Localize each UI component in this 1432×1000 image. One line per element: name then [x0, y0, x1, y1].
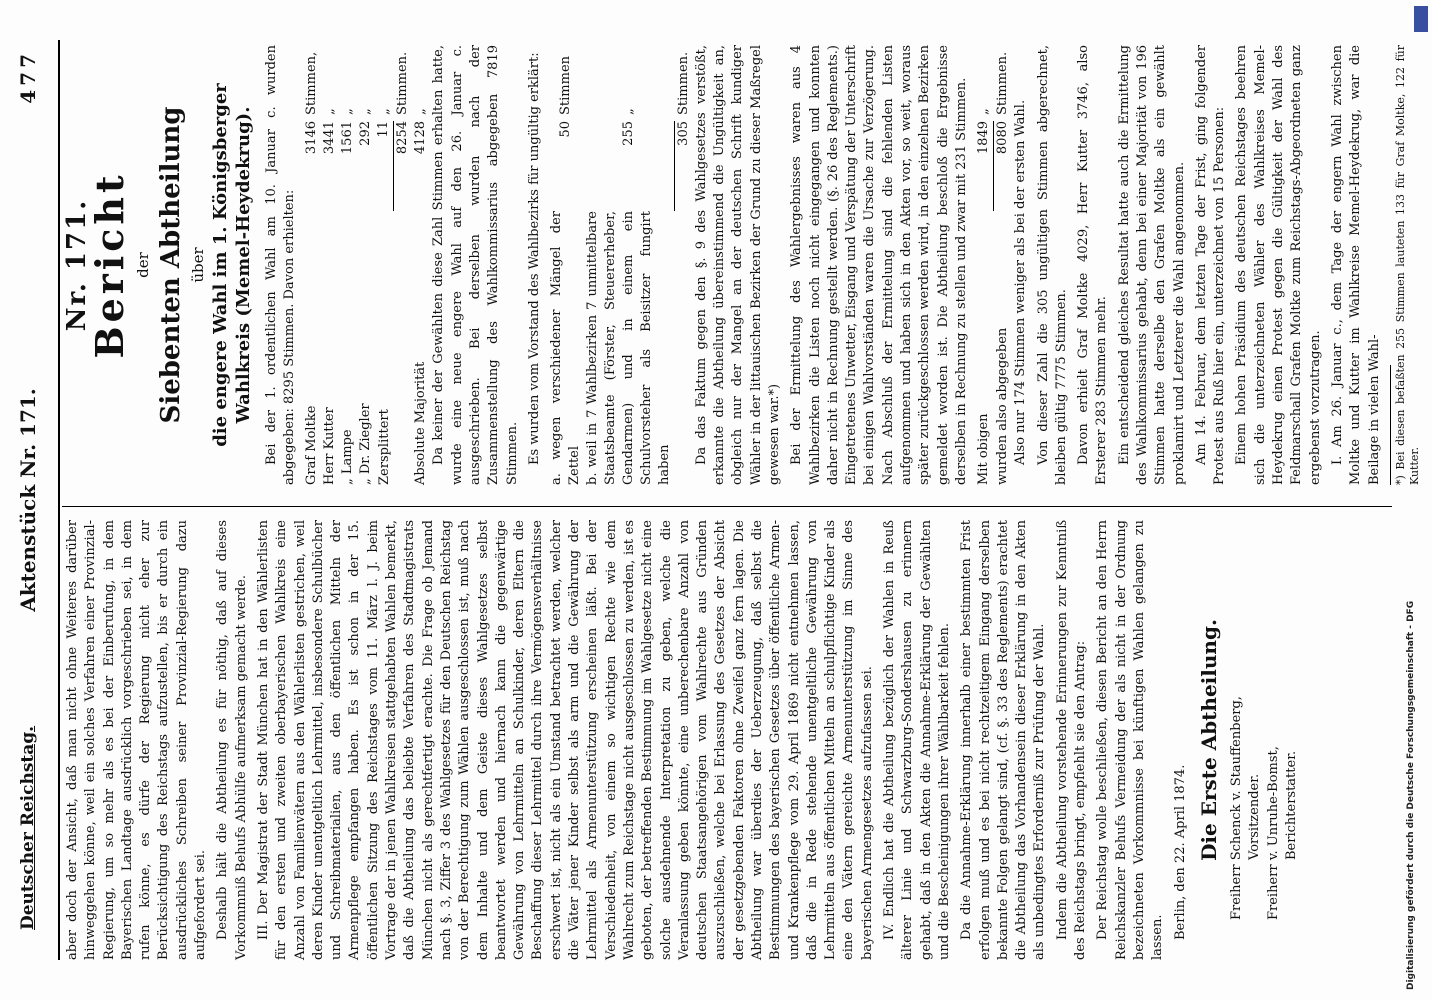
paragraph: I. Am 26. Januar c., dem Tage der engern Wahl zwischen Moltke und Kutter im Wahlkreise Memel-Heydekrug, war die Beilage in vielen Wahl-	[1329, 45, 1382, 485]
paragraph: Bei der Ermittelung des Wahlergebnisses waren aus 4 Wahlbezirken die Listen noch nicht eingegangen und konnten daher nicht in Rechnung gestellt werden. (§. 26 des Reglements.) Eingetretenes Unwetter, Eisgang und Verspätung der Unterschrift bei einigen Wahlvorständen waren die Ursache zur Verzögerung. Nach Abschluß der Ermittelung sind die fehlenden Listen aufgenommen und haben sich in den Akten vor, so weit, woraus später zurückgeschlossen werden wird, in den einzelnen Bezirken gemeldet worden ist. Die Abtheilung beschloß die Ergebnisse derselben in Rechnung zu stellen und zwar mit 231 Stimmen.	[789, 45, 969, 485]
date-line: Berlin, den 22. April 1874.	[1172, 764, 1188, 940]
paragraph: aber doch der Ansicht, daß man nicht ohne Weiteres darüber hinweggehen könne, weil ein solches Verfahren einer Provinzial-Regierung, um so mehr als es bei der Einberufung, in dem Bayerischen Landtage ausdrücklich vorgeschrieben sei, in dem rufen könne, es dürfe der Regierung nicht eher zur Berücksichtigung des Reichstags aufzustellen, bis er durch ein ausdrückliches Schreiben seiner Provinzial-Regierung dazu aufgefordert sei.	[65, 520, 209, 960]
paragraph: Einem hohen Präsidium des deutschen Reichstages beehren sich die unterzeichneten Wähler des Wahlkreises Memel-Heydekrug einen Protest gegen die Gültigkeit der Wahl des Feldmarschall Grafen Moltke zum Reichstags-Abgeordneten ganz ergebenst vorzutragen.	[1234, 45, 1323, 485]
paragraph: Von dieser Zahl die 305 ungültigen Stimmen abgerechnet, bleiben gültig 7775 Stimmen.	[1035, 45, 1069, 485]
signature-name: Freiherr Schenck v. Stauffenberg,	[1229, 696, 1245, 920]
report-subject: die engere Wahl im 1. Königsberger Wahlkreis (Memel-Heydekrug).	[209, 83, 254, 447]
digitization-credit: Digitalisierung gefördert durch die Deutsche Forschungsgemeinschaft - DFG	[1406, 600, 1416, 990]
page-header	[12, 40, 52, 960]
vote-row: Graf Moltke 3146 Stimmen,	[304, 51, 320, 485]
paragraph: IV. Endlich hat die Abtheilung bezüglich der Wahlen in Reuß älterer Linie und Schwarzburg-Sondershausen zu erinnern gehabt, daß in den Akten die Annahme-Erklärung der Gewählten und die Bescheinigungen ihrer Wählbarkeit fehlen.	[882, 520, 952, 960]
signature-name: Freiherr v. Unruhe-Bomst,	[1265, 746, 1281, 920]
header-left: Deutscher Reichstag.	[18, 725, 38, 930]
left-column	[64, 520, 1301, 960]
paragraph: Da das Faktum gegen den §. 9 des Wahlgesetzes verstößt, erkannte die Abtheilung übereinstimmend die Ungültigkeit an, obgleich nur der Mangel an der deutschen Schrift kundiger Wähler in der littauischen Bezirken der Grund zu dieser Maßregel gewesen war.*)	[693, 45, 782, 485]
invalid-row: b. weil in 7 Wahlbezirken 7 unmittelbare Staatsbeamte (Förster, Steuererheber, Gendarmen) und in einem ein Schulvorsteher als Beisitzer fungirt haben 255 „	[585, 108, 673, 485]
paragraph: Also nur 174 Stimmen weniger als bei der ersten Wahl.	[1013, 99, 1029, 465]
paragraph: Es wurden vom Vorstand des Wahlbezirks für ungültig erklärt:	[526, 52, 542, 465]
footnote-rule	[1390, 365, 1391, 485]
report-number: Nr. 171.	[62, 198, 92, 332]
closing-title: Die Erste Abtheilung.	[1196, 619, 1221, 861]
report-title: Bericht	[87, 171, 133, 359]
title-ueber: über	[188, 247, 207, 283]
paragraph: Der Reichstag wolle beschließen, diesen Bericht an den Herrn Reichskanzler Behufs Vermeidung der als nicht in der Ordnung bezeichneten Vorkommnisse bei künftigen Wahlen gelangen zu lassen.	[1095, 520, 1166, 960]
vote-row: Zersplittert 11 „	[376, 108, 392, 485]
paragraph: Ein entscheidend gleiches Resultat hatte auch die Ermittelung des Wahlkommissarius gehabt, denn bei einer Majorität von 196 Stimmen hatte derselbe den Grafen Moltke als ein gewählt proklamirt und Letzterer die Wahl angenommen.	[1116, 45, 1187, 485]
paragraph: Deshalb hält die Abtheilung es für nöthig, daß auf dieses Vorkommniß Behufs Abhülfe aufmerksam gemacht werde.	[215, 520, 249, 960]
column-divider	[62, 506, 1392, 507]
paragraph: III. Der Magistrat der Stadt München hat in den Wählerlisten für den ersten und zweiten oberbayerischen Wahlkreis eine Anzahl von Familienvätern aus den Wählerlisten gestrichen, weil deren Kinder unentgeltlich Lehrmittel, insbesondere Schulbücher und Schreibmaterialien, aus den öffentlichen Mitteln der Armenpflege empfangen haben. Es ist schon in der 15. öffentlichen Sitzung des Reichstages vom 11. März l. J. beim Vortrage der in jenen Wahlkreisen stattgehabten Wahlen bemerkt, daß die Abtheilung das beliebte Verfahren des Stadtmagistrats München nicht als gerechtfertigt erachte. Die Frage ob Jemand nach §. 3, Ziffer 3 des Wahlgesetzes für den Deutschen Reichstag von der Berechtigung zum Wählen ausgeschlossen ist, muß nach dem Inhalte und dem Geiste dieses Wahlgesetzes selbst beantwortet werden und hiernach kann die gegenwärtige Gewährung von Lehrmitteln an Schulkinder, deren Eltern die Beschaffung dieser Lehrmittel durch ihre Vermögensverhältnisse erschwert ist, nicht als ein Umstand betrachtet werden, welcher die Väter jener Kinder selbst als arm und die Gewährung der Lehrmittel als Armenunterstützung erscheinen läßt. Bei der Verschiedenheit, von einem so wichtigen Rechte wie dem Wahlrecht zum Reichstage nicht ausgeschlossen zu werden, ist es geboten, der betreffenden Bestimmung im Wahlgesetze nicht eine solche ausdehnende Interpretation zu geben, welche die Veranlassung geben könnte, eine unberechenbare Anzahl von deutschen Staatsangehörigen vom Wahlrechte aus Gründen auszuschließen, welche bei Erlassung des Gesetzes der Absicht der gesetzgebenden Faktoren ohne Zweifel ganz fern lagen. Die Abtheilung war überdies der Ueberzeugung, daß selbst die Bestimmungen des bayerischen Gesetzes über öffentliche Armen- und Krankenpflege vom 29. April 1869 nicht entnehmen lassen, daß die in Rede stehende unentgeltliche Gewährung von Lehrmitteln aus öffentlichen Mitteln an schulpflichtige Kinder als eine den Vätern gereichte Armenunterstützung im Sinne des bayerischen Armengesetzes aufzufassen sei.	[255, 520, 875, 960]
vote-row: „ Lampe 1561 „	[340, 108, 356, 485]
signature-role: Berichterstatter.	[1284, 750, 1299, 860]
paragraph: Bei der 1. ordentlichen Wahl am 10. Januar c. wurden abgegeben: 8295 Stimmen. Davon erhielten:	[263, 45, 298, 485]
mit-obigen-row: Mit obigen 1849 „	[976, 108, 992, 485]
invalid-total-row: 305 Stimmen.	[674, 45, 693, 485]
votes-table	[303, 45, 430, 485]
dfg-logo	[1414, 6, 1428, 32]
votes-total-row: 8254 Stimmen.	[394, 45, 413, 485]
majority-row: Absolute Majorität 4128 „	[413, 108, 429, 485]
invalid-row: a. wegen verschiedener Mängel der Zettel 50 Stimmen	[549, 55, 583, 485]
paragraph: Da keiner der Gewählten diese Zahl Stimmen erhalten hatte, wurde eine neue engere Wahl auf den 26. Januar c. ausgeschrieben. Bei derselben wurden nach der Zusammenstellung des Wahlkommissarius abgegeben 7819 Stimmen.	[431, 45, 520, 485]
header-center: Aktenstück Nr. 171.	[16, 388, 40, 612]
abgegeben-row: wurden also abgegeben 8080 Stimmen.	[994, 51, 1011, 485]
vote-row: Herr Kutter 3441 „	[322, 108, 338, 485]
footnote: *) Bei diesen befaßten 255 Stimmen lauteten 133 für Graf Moltke, 122 für Kutter.	[1393, 45, 1421, 485]
paragraph: Indem die Abtheilung vorstehende Erinnerungen zur Kenntniß des Reichstags bringt, empfiehlt sie den Antrag:	[1054, 520, 1089, 960]
header-rule	[58, 40, 60, 960]
paragraph: Davon erhielt Graf Moltke 4029, Herr Kutter 3746, also Ersterer 283 Stimmen mehr.	[1076, 45, 1110, 485]
right-column	[64, 45, 1426, 485]
vote-row: „ Dr. Ziegler 292 „	[358, 108, 374, 485]
title-der: der	[134, 252, 153, 278]
invalid-votes-table	[548, 45, 693, 485]
department-title: Siebenten Abtheilung	[155, 106, 186, 424]
total-votes-table	[975, 45, 1012, 485]
page-number: 477	[16, 50, 40, 104]
signature-role: Vorsitzender.	[1247, 773, 1263, 860]
paragraph: Am 14. Februar, dem letzten Tage der Frist, ging folgender Protest aus Ruß hier ein, unterzeichnet von 15 Personen:	[1193, 45, 1228, 485]
paragraph: Da die Annahme-Erklärung innerhalb einer bestimmten Frist erfolgen muß und es bei nicht rechtzeitigem Eingang derselben bekannte Folgen gelangt sind, (cf. §. 33 des Reglements) erachtet die Abtheilung das Vorhandensein dieser Erklärung in den Akten als unbedingtes Erforderniß zur Prüfung der Wahl.	[959, 520, 1048, 960]
